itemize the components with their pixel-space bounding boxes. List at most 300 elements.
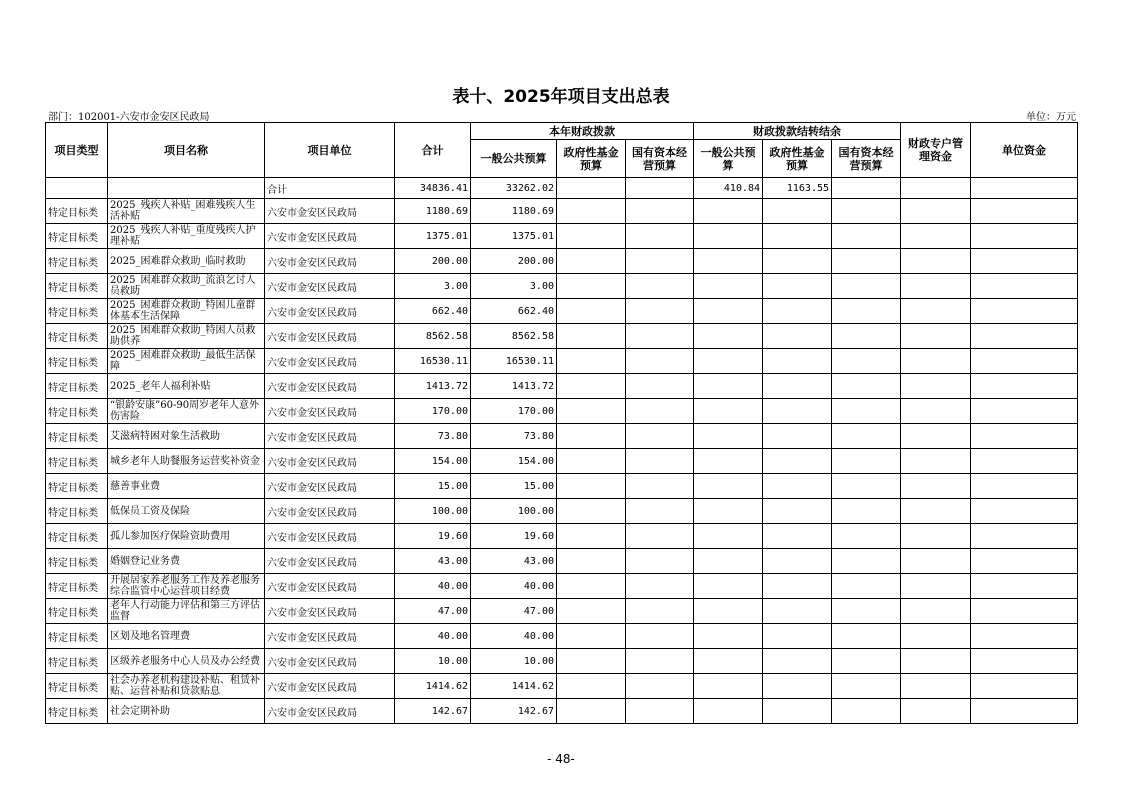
row-general: 1375.01 [471, 224, 557, 249]
total-sum: 34836.41 [395, 178, 471, 199]
row-carry-state-capital [832, 649, 901, 674]
row-unit: 六安市金安区民政局 [265, 474, 395, 499]
table-row [46, 299, 1078, 324]
table-row [46, 199, 1078, 224]
row-carry-gov-fund [763, 524, 832, 549]
row-unit: 六安市金安区民政局 [265, 299, 395, 324]
row-unit-funds [971, 199, 1078, 224]
row-special [901, 274, 971, 299]
row-carry-general [694, 199, 763, 224]
row-type: 特定目标类 [46, 449, 108, 474]
table-row [46, 549, 1078, 574]
header-carry-general: 一般公共预算 [694, 140, 763, 178]
row-unit: 六安市金安区民政局 [265, 399, 395, 424]
row-gov-fund [557, 349, 626, 374]
row-unit: 六安市金安区民政局 [265, 674, 395, 699]
row-type: 特定目标类 [46, 574, 108, 599]
row-carry-general [694, 599, 763, 624]
row-name: 社会办养老机构建设补贴、租赁补贴、运营补贴和贷款贴息 [108, 674, 265, 699]
row-type: 特定目标类 [46, 224, 108, 249]
table-row [46, 324, 1078, 349]
row-special [901, 474, 971, 499]
row-unit-funds [971, 274, 1078, 299]
table-row [46, 424, 1078, 449]
row-gov-fund [557, 599, 626, 624]
row-carry-general [694, 524, 763, 549]
header-unit: 项目单位 [265, 123, 395, 178]
row-general: 40.00 [471, 574, 557, 599]
row-state-capital [626, 699, 694, 724]
row-general: 170.00 [471, 399, 557, 424]
row-gov-fund [557, 699, 626, 724]
row-total: 1414.62 [395, 674, 471, 699]
row-state-capital [626, 599, 694, 624]
row-carry-general [694, 624, 763, 649]
row-carry-gov-fund [763, 324, 832, 349]
row-carry-gov-fund [763, 249, 832, 274]
table-row [46, 224, 1078, 249]
row-unit-funds [971, 674, 1078, 699]
row-carry-state-capital [832, 549, 901, 574]
row-unit: 六安市金安区民政局 [265, 424, 395, 449]
total-carry-gov-fund: 1163.55 [763, 178, 832, 199]
row-special [901, 199, 971, 224]
row-total: 40.00 [395, 624, 471, 649]
row-type: 特定目标类 [46, 424, 108, 449]
row-carry-general [694, 699, 763, 724]
table-row [46, 449, 1078, 474]
table-row [46, 249, 1078, 274]
row-general: 142.67 [471, 699, 557, 724]
row-unit-funds [971, 524, 1078, 549]
row-unit-funds [971, 699, 1078, 724]
row-total: 43.00 [395, 549, 471, 574]
row-unit: 六安市金安区民政局 [265, 549, 395, 574]
row-name: 2025_困难群众救助_临时救助 [108, 249, 265, 274]
row-total: 40.00 [395, 574, 471, 599]
table-row [46, 699, 1078, 724]
row-carry-gov-fund [763, 474, 832, 499]
row-gov-fund [557, 374, 626, 399]
table-row [46, 649, 1078, 674]
total-row [46, 178, 1078, 199]
row-unit: 六安市金安区民政局 [265, 324, 395, 349]
row-state-capital [626, 374, 694, 399]
row-carry-state-capital [832, 474, 901, 499]
row-name: 社会定期补助 [108, 699, 265, 724]
row-general: 73.80 [471, 424, 557, 449]
row-total: 170.00 [395, 399, 471, 424]
row-carry-state-capital [832, 574, 901, 599]
header-total: 合计 [395, 123, 471, 178]
row-carry-general [694, 299, 763, 324]
row-carry-general [694, 674, 763, 699]
row-gov-fund [557, 199, 626, 224]
row-unit: 六安市金安区民政局 [265, 374, 395, 399]
row-special [901, 249, 971, 274]
row-carry-gov-fund [763, 674, 832, 699]
row-unit-funds [971, 424, 1078, 449]
row-state-capital [626, 574, 694, 599]
row-carry-gov-fund [763, 274, 832, 299]
total-type [46, 178, 108, 199]
page-title: 表十、2025年项目支出总表 [452, 87, 670, 107]
row-type: 特定目标类 [46, 474, 108, 499]
table-body [46, 178, 1078, 724]
total-gov-fund [557, 178, 626, 199]
row-name: 2025_残疾人补贴_困难残疾人生活补贴 [108, 199, 265, 224]
row-state-capital [626, 349, 694, 374]
row-state-capital [626, 399, 694, 424]
row-special [901, 599, 971, 624]
row-unit: 六安市金安区民政局 [265, 574, 395, 599]
department-label: 部门：102001-六安市金安区民政局 [48, 112, 210, 123]
row-total: 1413.72 [395, 374, 471, 399]
row-name: 婚姻登记业务费 [108, 549, 265, 574]
row-unit: 六安市金安区民政局 [265, 224, 395, 249]
header-state-capital: 国有资本经营预算 [626, 140, 694, 178]
row-special [901, 374, 971, 399]
table-row [46, 474, 1078, 499]
row-unit-funds [971, 574, 1078, 599]
row-unit-funds [971, 499, 1078, 524]
row-unit-funds [971, 374, 1078, 399]
row-unit: 六安市金安区民政局 [265, 699, 395, 724]
row-carry-general [694, 549, 763, 574]
row-carry-state-capital [832, 374, 901, 399]
row-carry-general [694, 449, 763, 474]
row-carry-general [694, 374, 763, 399]
row-type: 特定目标类 [46, 374, 108, 399]
row-type: 特定目标类 [46, 524, 108, 549]
row-gov-fund [557, 399, 626, 424]
row-general: 40.00 [471, 624, 557, 649]
row-state-capital [626, 424, 694, 449]
row-name: 艾滋病特困对象生活救助 [108, 424, 265, 449]
row-general: 1180.69 [471, 199, 557, 224]
row-name: 2025_困难群众救助_特困儿童群体基本生活保障 [108, 299, 265, 324]
row-unit-funds [971, 299, 1078, 324]
row-carry-general [694, 649, 763, 674]
row-special [901, 624, 971, 649]
row-carry-general [694, 474, 763, 499]
row-gov-fund [557, 224, 626, 249]
row-carry-general [694, 249, 763, 274]
row-special [901, 224, 971, 249]
row-carry-state-capital [832, 624, 901, 649]
row-carry-state-capital [832, 424, 901, 449]
row-total: 8562.58 [395, 324, 471, 349]
total-label: 合计 [265, 178, 395, 199]
row-general: 15.00 [471, 474, 557, 499]
row-unit: 六安市金安区民政局 [265, 624, 395, 649]
row-name: 城乡老年人助餐服务运营奖补资金 [108, 449, 265, 474]
row-total: 16530.11 [395, 349, 471, 374]
row-carry-state-capital [832, 299, 901, 324]
row-carry-general [694, 399, 763, 424]
row-carry-state-capital [832, 699, 901, 724]
row-special [901, 574, 971, 599]
row-general: 16530.11 [471, 349, 557, 374]
row-state-capital [626, 249, 694, 274]
row-carry-gov-fund [763, 424, 832, 449]
row-gov-fund [557, 499, 626, 524]
table-row [46, 674, 1078, 699]
header-type: 项目类型 [46, 123, 108, 178]
row-state-capital [626, 549, 694, 574]
row-gov-fund [557, 524, 626, 549]
total-unit-funds [971, 178, 1078, 199]
row-general: 3.00 [471, 274, 557, 299]
row-unit-funds [971, 649, 1078, 674]
row-general: 1413.72 [471, 374, 557, 399]
row-unit-funds [971, 324, 1078, 349]
header-general: 一般公共预算 [471, 140, 557, 178]
row-state-capital [626, 274, 694, 299]
row-unit: 六安市金安区民政局 [265, 199, 395, 224]
row-unit: 六安市金安区民政局 [265, 249, 395, 274]
row-general: 47.00 [471, 599, 557, 624]
row-state-capital [626, 524, 694, 549]
header-special: 财政专户管理资金 [901, 123, 971, 178]
row-special [901, 699, 971, 724]
row-unit-funds [971, 249, 1078, 274]
total-state-capital [626, 178, 694, 199]
row-type: 特定目标类 [46, 399, 108, 424]
row-type: 特定目标类 [46, 674, 108, 699]
row-gov-fund [557, 449, 626, 474]
row-special [901, 324, 971, 349]
row-carry-state-capital [832, 449, 901, 474]
header-unit-funds: 单位资金 [971, 123, 1078, 178]
row-general: 1414.62 [471, 674, 557, 699]
row-carry-state-capital [832, 199, 901, 224]
header-gov-fund: 政府性基金预算 [557, 140, 626, 178]
row-total: 3.00 [395, 274, 471, 299]
row-general: 100.00 [471, 499, 557, 524]
row-gov-fund [557, 674, 626, 699]
row-name: 区级养老服务中心人员及办公经费 [108, 649, 265, 674]
table-row [46, 399, 1078, 424]
row-carry-general [694, 499, 763, 524]
row-carry-state-capital [832, 274, 901, 299]
row-special [901, 524, 971, 549]
row-carry-gov-fund [763, 699, 832, 724]
unit-label: 单位：万元 [1026, 112, 1076, 123]
row-carry-state-capital [832, 599, 901, 624]
row-type: 特定目标类 [46, 699, 108, 724]
row-gov-fund [557, 274, 626, 299]
row-gov-fund [557, 299, 626, 324]
row-total: 1375.01 [395, 224, 471, 249]
row-carry-gov-fund [763, 399, 832, 424]
row-state-capital [626, 624, 694, 649]
row-carry-gov-fund [763, 624, 832, 649]
row-carry-gov-fund [763, 199, 832, 224]
row-name: 慈善事业费 [108, 474, 265, 499]
row-state-capital [626, 199, 694, 224]
row-general: 10.00 [471, 649, 557, 674]
total-special [901, 178, 971, 199]
row-type: 特定目标类 [46, 249, 108, 274]
row-general: 154.00 [471, 449, 557, 474]
row-total: 200.00 [395, 249, 471, 274]
row-total: 100.00 [395, 499, 471, 524]
table-row [46, 574, 1078, 599]
row-state-capital [626, 499, 694, 524]
header-carry-gov-fund: 政府性基金预算 [763, 140, 832, 178]
row-carry-gov-fund [763, 649, 832, 674]
row-gov-fund [557, 649, 626, 674]
row-name: 2025_残疾人补贴_重度残疾人护理补贴 [108, 224, 265, 249]
row-unit-funds [971, 349, 1078, 374]
row-type: 特定目标类 [46, 349, 108, 374]
row-gov-fund [557, 324, 626, 349]
table-row [46, 349, 1078, 374]
row-unit-funds [971, 224, 1078, 249]
project-expenditure-table [45, 122, 1078, 724]
row-gov-fund [557, 424, 626, 449]
row-unit-funds [971, 399, 1078, 424]
row-carry-general [694, 424, 763, 449]
row-state-capital [626, 649, 694, 674]
total-name [108, 178, 265, 199]
header-current-group: 本年财政拨款 [471, 123, 694, 140]
row-carry-state-capital [832, 499, 901, 524]
row-unit: 六安市金安区民政局 [265, 649, 395, 674]
row-name: 孤儿参加医疗保险资助费用 [108, 524, 265, 549]
total-carry-general: 410.84 [694, 178, 763, 199]
row-state-capital [626, 449, 694, 474]
row-special [901, 299, 971, 324]
row-special [901, 424, 971, 449]
row-carry-gov-fund [763, 449, 832, 474]
row-name: 低保员工资及保险 [108, 499, 265, 524]
row-special [901, 674, 971, 699]
row-name: “银龄安康”60-90周岁老年人意外伤害险 [108, 399, 265, 424]
row-type: 特定目标类 [46, 199, 108, 224]
row-unit: 六安市金安区民政局 [265, 524, 395, 549]
row-carry-general [694, 274, 763, 299]
row-type: 特定目标类 [46, 649, 108, 674]
table-row [46, 624, 1078, 649]
row-gov-fund [557, 474, 626, 499]
total-carry-state-capital [832, 178, 901, 199]
row-carry-general [694, 349, 763, 374]
row-general: 8562.58 [471, 324, 557, 349]
row-type: 特定目标类 [46, 549, 108, 574]
row-total: 15.00 [395, 474, 471, 499]
row-special [901, 649, 971, 674]
row-carry-general [694, 224, 763, 249]
row-carry-state-capital [832, 524, 901, 549]
row-carry-general [694, 574, 763, 599]
row-unit-funds [971, 549, 1078, 574]
row-total: 142.67 [395, 699, 471, 724]
row-gov-fund [557, 574, 626, 599]
row-state-capital [626, 674, 694, 699]
header-name: 项目名称 [108, 123, 265, 178]
row-gov-fund [557, 549, 626, 574]
row-carry-gov-fund [763, 374, 832, 399]
row-state-capital [626, 299, 694, 324]
row-special [901, 349, 971, 374]
row-total: 19.60 [395, 524, 471, 549]
row-special [901, 399, 971, 424]
row-gov-fund [557, 624, 626, 649]
table-row [46, 524, 1078, 549]
table-row [46, 374, 1078, 399]
row-unit-funds [971, 449, 1078, 474]
row-type: 特定目标类 [46, 299, 108, 324]
row-special [901, 549, 971, 574]
table-row [46, 274, 1078, 299]
row-unit-funds [971, 474, 1078, 499]
row-type: 特定目标类 [46, 624, 108, 649]
row-special [901, 449, 971, 474]
row-general: 43.00 [471, 549, 557, 574]
row-name: 2025_困难群众救助_特困人员救助供养 [108, 324, 265, 349]
row-carry-gov-fund [763, 599, 832, 624]
row-unit: 六安市金安区民政局 [265, 599, 395, 624]
row-name: 2025_困难群众救助_流浪乞讨人员救助 [108, 274, 265, 299]
total-general: 33262.02 [471, 178, 557, 199]
row-carry-gov-fund [763, 349, 832, 374]
table-row [46, 499, 1078, 524]
row-type: 特定目标类 [46, 599, 108, 624]
row-carry-state-capital [832, 399, 901, 424]
row-name: 开展居家养老服务工作及养老服务综合监管中心运营项目经费 [108, 574, 265, 599]
row-total: 154.00 [395, 449, 471, 474]
row-type: 特定目标类 [46, 274, 108, 299]
row-carry-gov-fund [763, 574, 832, 599]
row-total: 47.00 [395, 599, 471, 624]
row-unit: 六安市金安区民政局 [265, 499, 395, 524]
row-gov-fund [557, 249, 626, 274]
row-state-capital [626, 224, 694, 249]
header-carry-group: 财政拨款结转结余 [694, 123, 901, 140]
row-name: 2025_老年人福利补贴 [108, 374, 265, 399]
row-total: 10.00 [395, 649, 471, 674]
row-carry-state-capital [832, 224, 901, 249]
row-unit-funds [971, 599, 1078, 624]
row-unit: 六安市金安区民政局 [265, 449, 395, 474]
row-carry-gov-fund [763, 299, 832, 324]
row-carry-gov-fund [763, 499, 832, 524]
row-unit: 六安市金安区民政局 [265, 274, 395, 299]
row-state-capital [626, 474, 694, 499]
row-carry-state-capital [832, 349, 901, 374]
row-type: 特定目标类 [46, 499, 108, 524]
row-unit-funds [971, 624, 1078, 649]
row-name: 2025_困难群众救助_最低生活保障 [108, 349, 265, 374]
row-state-capital [626, 324, 694, 349]
row-carry-state-capital [832, 674, 901, 699]
row-carry-gov-fund [763, 549, 832, 574]
row-carry-general [694, 324, 763, 349]
row-total: 662.40 [395, 299, 471, 324]
header-carry-state-capital: 国有资本经营预算 [832, 140, 901, 178]
row-total: 73.80 [395, 424, 471, 449]
row-type: 特定目标类 [46, 324, 108, 349]
row-general: 19.60 [471, 524, 557, 549]
row-carry-state-capital [832, 324, 901, 349]
row-unit: 六安市金安区民政局 [265, 349, 395, 374]
row-special [901, 499, 971, 524]
row-carry-state-capital [832, 249, 901, 274]
row-carry-gov-fund [763, 224, 832, 249]
page-number: - 48- [547, 752, 575, 766]
